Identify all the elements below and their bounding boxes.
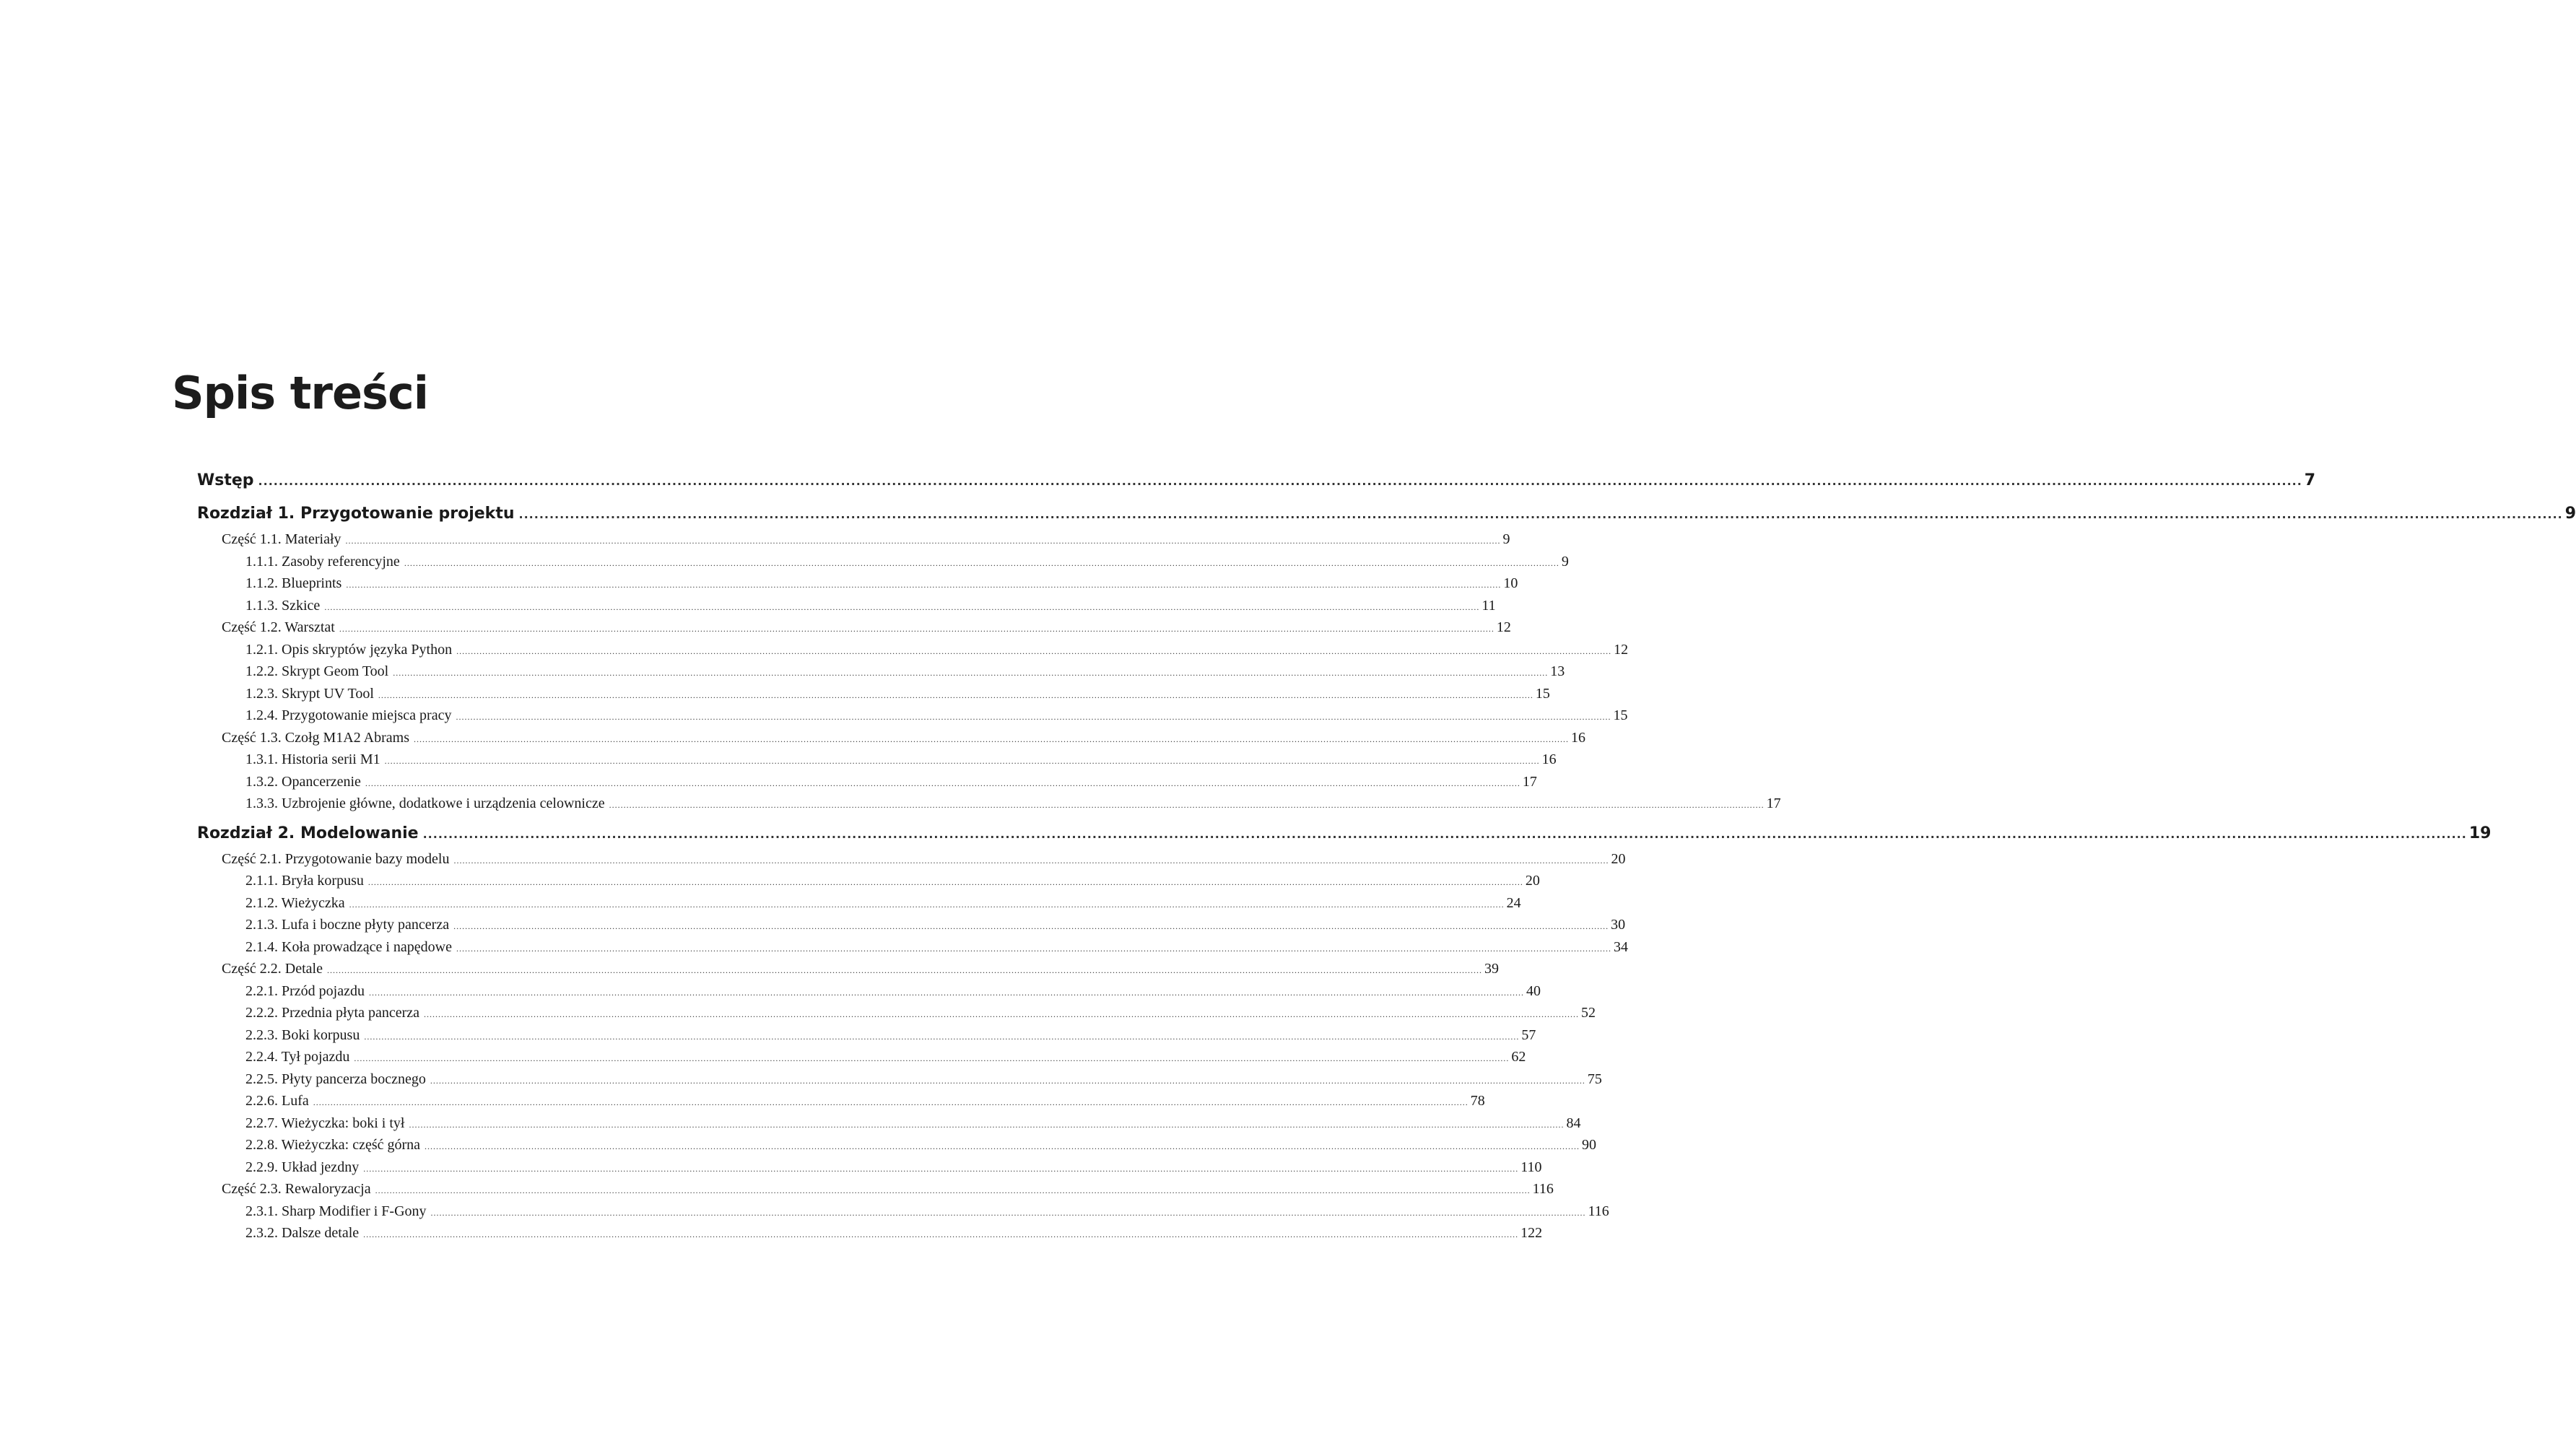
toc-entry-label: 2.2.8. Wieżyczka: część górna xyxy=(245,1137,421,1153)
dot-leader: ................................................................................................................................................................................................................................................................................................................................................................................................................ xyxy=(368,987,1524,998)
dot-leader: ................................................................................................................................................................................................................................................................................................................................................................................................................ xyxy=(422,827,2467,841)
toc-page-number: 19 xyxy=(2468,824,2492,842)
toc-section-entry[interactable] xyxy=(197,793,1781,815)
toc-page-number: 12 xyxy=(1614,641,1629,658)
toc-section-entry[interactable] xyxy=(197,749,1557,771)
dot-leader: ................................................................................................................................................................................................................................................................................................................................................................................................................ xyxy=(346,580,1502,590)
toc-page-number: 116 xyxy=(1532,1181,1554,1197)
toc-page-number: 12 xyxy=(1496,619,1511,635)
toc-page-number: 40 xyxy=(1526,982,1541,999)
toc-entry-label: 2.2.3. Boki korpusu xyxy=(245,1026,360,1043)
toc-page-number: 20 xyxy=(1611,850,1626,867)
dot-leader: ................................................................................................................................................................................................................................................................................................................................................................................................................ xyxy=(430,1207,1586,1218)
toc-chapter-entry[interactable] xyxy=(197,466,2316,495)
toc-part-entry[interactable] xyxy=(197,848,1626,871)
toc-entry-label: 1.1.2. Blueprints xyxy=(245,575,342,591)
toc-section-entry[interactable] xyxy=(197,551,1569,573)
toc-section-entry[interactable] xyxy=(197,1200,1609,1223)
dot-leader: ................................................................................................................................................................................................................................................................................................................................................................................................................ xyxy=(453,855,1609,866)
toc-entry-label: 2.2.9. Układ jezdny xyxy=(245,1159,360,1175)
toc-section-entry[interactable] xyxy=(197,1222,1543,1244)
dot-leader: ................................................................................................................................................................................................................................................................................................................................................................................................................ xyxy=(413,733,1569,744)
toc-entry-label: Część 2.1. Przygotowanie bazy modelu xyxy=(222,850,450,867)
toc-page-number: 17 xyxy=(1522,773,1537,790)
dot-leader: ................................................................................................................................................................................................................................................................................................................................................................................................................ xyxy=(324,601,1480,612)
page-title: Spis treści xyxy=(172,367,428,419)
toc-section-entry[interactable] xyxy=(197,1134,1597,1156)
toc-section-entry[interactable] xyxy=(197,1024,1536,1047)
toc-page-number: 84 xyxy=(1566,1115,1581,1131)
toc-page-number: 57 xyxy=(1521,1026,1536,1043)
toc-section-entry[interactable] xyxy=(197,771,1537,793)
dot-leader: ................................................................................................................................................................................................................................................................................................................................................................................................................ xyxy=(430,1075,1585,1086)
toc-section-entry[interactable] xyxy=(197,639,1629,661)
toc-chapter-entry[interactable] xyxy=(197,819,2492,848)
toc-page-number: 9 xyxy=(1502,531,1510,547)
dot-leader: ................................................................................................................................................................................................................................................................................................................................................................................................................ xyxy=(453,921,1609,931)
toc-entry-label: 2.2.7. Wieżyczka: boki i tył xyxy=(245,1115,405,1131)
dot-leader: ................................................................................................................................................................................................................................................................................................................................................................................................................ xyxy=(313,1097,1468,1107)
dot-leader: ................................................................................................................................................................................................................................................................................................................................................................................................................ xyxy=(456,712,1611,722)
toc-part-entry[interactable] xyxy=(197,958,1499,980)
table-of-contents xyxy=(197,462,2576,1244)
dot-leader: ................................................................................................................................................................................................................................................................................................................................................................................................................ xyxy=(339,624,1494,634)
toc-section-entry[interactable] xyxy=(197,572,1518,595)
dot-leader: ................................................................................................................................................................................................................................................................................................................................................................................................................ xyxy=(404,557,1559,568)
dot-leader: ................................................................................................................................................................................................................................................................................................................................................................................................................ xyxy=(518,507,2563,521)
toc-entry-label: Część 1.2. Warsztat xyxy=(222,619,335,635)
toc-page-number: 13 xyxy=(1550,663,1565,679)
toc-page-number: 15 xyxy=(1535,685,1550,702)
dot-leader: ................................................................................................................................................................................................................................................................................................................................................................................................................ xyxy=(425,1141,1580,1151)
dot-leader: ................................................................................................................................................................................................................................................................................................................................................................................................................ xyxy=(384,756,1540,766)
toc-page-number: 78 xyxy=(1470,1093,1485,1109)
toc-entry-label: 2.2.5. Płyty pancerza bocznego xyxy=(245,1071,426,1087)
toc-section-entry[interactable] xyxy=(197,1090,1485,1112)
dot-leader: ................................................................................................................................................................................................................................................................................................................................................................................................................ xyxy=(409,1119,1565,1130)
toc-entry-label: 2.2.2. Przednia płyta pancerza xyxy=(245,1005,420,1021)
toc-section-entry[interactable] xyxy=(197,870,1540,892)
toc-entry-label: Część 2.2. Detale xyxy=(222,961,323,977)
toc-page-number: 20 xyxy=(1525,873,1540,889)
dot-leader: ................................................................................................................................................................................................................................................................................................................................................................................................................ xyxy=(367,877,1523,887)
toc-part-entry[interactable] xyxy=(197,528,1510,551)
toc-page-number: 16 xyxy=(1570,729,1585,746)
toc-entry-label: Część 1.1. Materiały xyxy=(222,531,341,547)
toc-section-entry[interactable] xyxy=(197,705,1628,727)
dot-leader: ................................................................................................................................................................................................................................................................................................................................................................................................................ xyxy=(609,800,1765,810)
toc-part-entry[interactable] xyxy=(197,727,1585,749)
toc-entry-label: Wstęp xyxy=(197,471,254,489)
toc-section-entry[interactable] xyxy=(197,1002,1596,1024)
toc-page-number: 62 xyxy=(1511,1049,1526,1065)
toc-page-number: 16 xyxy=(1541,751,1557,767)
toc-page-number: 90 xyxy=(1582,1137,1597,1153)
toc-part-entry[interactable] xyxy=(197,1178,1554,1200)
toc-entry-label: 2.2.6. Lufa xyxy=(245,1093,309,1109)
toc-entry-label: Rozdział 1. Przygotowanie projektu xyxy=(197,505,515,523)
toc-section-entry[interactable] xyxy=(197,892,1521,915)
toc-entry-label: 1.3.1. Historia serii M1 xyxy=(245,751,380,767)
dot-leader: ................................................................................................................................................................................................................................................................................................................................................................................................................ xyxy=(365,777,1520,788)
toc-page-number: 75 xyxy=(1587,1071,1602,1087)
toc-page-number: 39 xyxy=(1484,961,1499,977)
toc-page-number: 17 xyxy=(1766,795,1781,811)
toc-page-number: 7 xyxy=(2304,471,2316,489)
toc-section-entry[interactable] xyxy=(197,595,1496,617)
toc-entry-label: 1.2.4. Przygotowanie miejsca pracy xyxy=(245,707,452,723)
dot-leader: ................................................................................................................................................................................................................................................................................................................................................................................................................ xyxy=(364,1031,1520,1042)
toc-entry-label: 2.1.3. Lufa i boczne płyty pancerza xyxy=(245,917,450,933)
toc-page-number: 30 xyxy=(1611,917,1626,933)
dot-leader: ................................................................................................................................................................................................................................................................................................................................................................................................................ xyxy=(258,474,2302,488)
toc-page-number: 24 xyxy=(1506,894,1521,911)
dot-leader: ................................................................................................................................................................................................................................................................................................................................................................................................................ xyxy=(354,1053,1510,1063)
toc-entry-label: 1.1.1. Zasoby referencyjne xyxy=(245,553,400,570)
toc-page-number: 15 xyxy=(1613,707,1628,723)
toc-entry-label: 1.1.3. Szkice xyxy=(245,597,321,614)
toc-page-number: 110 xyxy=(1520,1159,1542,1175)
toc-page-number: 11 xyxy=(1481,597,1496,614)
dot-leader: ................................................................................................................................................................................................................................................................................................................................................................................................................ xyxy=(345,536,1501,546)
dot-leader: ................................................................................................................................................................................................................................................................................................................................................................................................................ xyxy=(456,943,1611,954)
toc-section-entry[interactable] xyxy=(197,1046,1526,1068)
toc-section-entry[interactable] xyxy=(197,980,1541,1003)
dot-leader: ................................................................................................................................................................................................................................................................................................................................................................................................................ xyxy=(326,965,1482,975)
toc-entry-label: 1.2.3. Skrypt UV Tool xyxy=(245,685,374,702)
dot-leader: ................................................................................................................................................................................................................................................................................................................................................................................................................ xyxy=(393,668,1549,678)
dot-leader: ................................................................................................................................................................................................................................................................................................................................................................................................................ xyxy=(363,1163,1519,1174)
toc-entry-label: 2.1.1. Bryła korpusu xyxy=(245,873,364,889)
dot-leader: ................................................................................................................................................................................................................................................................................................................................................................................................................ xyxy=(378,689,1533,700)
toc-entry-label: 1.2.1. Opis skryptów języka Python xyxy=(245,641,453,658)
toc-entry-label: Część 1.3. Czołg M1A2 Abrams xyxy=(222,729,409,746)
toc-section-entry[interactable] xyxy=(197,660,1565,683)
toc-section-entry[interactable] xyxy=(197,936,1628,959)
toc-entry-label: 1.2.2. Skrypt Geom Tool xyxy=(245,663,389,679)
dot-leader: ................................................................................................................................................................................................................................................................................................................................................................................................................ xyxy=(424,1009,1580,1019)
toc-entry-label: Część 2.3. Rewaloryzacja xyxy=(222,1181,371,1197)
toc-entry-label: 2.2.4. Tył pojazdu xyxy=(245,1049,350,1065)
toc-entry-label: 2.1.2. Wieżyczka xyxy=(245,894,345,911)
toc-section-entry[interactable] xyxy=(197,1112,1581,1135)
toc-page-number: 9 xyxy=(2564,505,2576,523)
toc-page-number: 9 xyxy=(1561,553,1569,570)
toc-page-number: 122 xyxy=(1520,1225,1543,1241)
toc-entry-label: 1.3.2. Opancerzenie xyxy=(245,773,361,790)
toc-section-entry[interactable] xyxy=(197,1156,1542,1179)
toc-page-number: 34 xyxy=(1614,938,1628,955)
toc-entry-label: 2.1.4. Koła prowadzące i napędowe xyxy=(245,938,452,955)
toc-entry-label: 2.2.1. Przód pojazdu xyxy=(245,982,365,999)
toc-part-entry[interactable] xyxy=(197,616,1511,639)
toc-entry-label: 1.3.3. Uzbrojenie główne, dodatkowe i urządzenia celownicze xyxy=(245,795,605,811)
dot-leader: ................................................................................................................................................................................................................................................................................................................................................................................................................ xyxy=(363,1229,1519,1239)
toc-page-number: 10 xyxy=(1503,575,1518,591)
toc-section-entry[interactable] xyxy=(197,914,1626,936)
dot-leader: ................................................................................................................................................................................................................................................................................................................................................................................................................ xyxy=(349,899,1505,910)
toc-entry-label: 2.3.2. Dalsze detale xyxy=(245,1225,360,1241)
dot-leader: ................................................................................................................................................................................................................................................................................................................................................................................................................ xyxy=(375,1185,1531,1195)
toc-entry-label: 2.3.1. Sharp Modifier i F-Gony xyxy=(245,1203,427,1219)
toc-section-entry[interactable] xyxy=(197,1068,1602,1091)
toc-page-number: 52 xyxy=(1581,1005,1596,1021)
dot-leader: ................................................................................................................................................................................................................................................................................................................................................................................................................ xyxy=(456,645,1612,656)
toc-entry-label: Rozdział 2. Modelowanie xyxy=(197,824,419,842)
toc-page-number: 116 xyxy=(1588,1203,1609,1219)
toc-section-entry[interactable] xyxy=(197,683,1550,705)
toc-chapter-entry[interactable] xyxy=(197,500,2576,528)
